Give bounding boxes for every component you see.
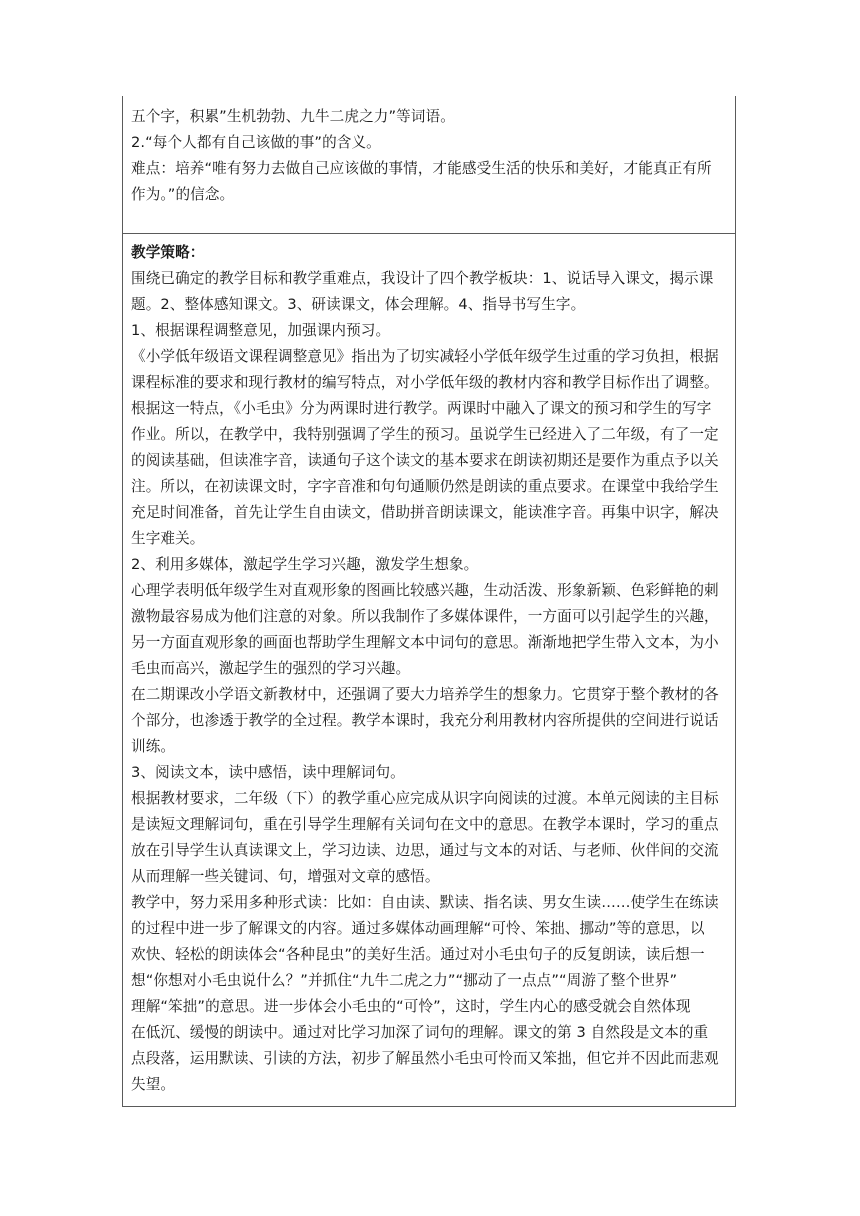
text-line: 在二期课改小学语文新教材中，还强调了要大力培养学生的想象力。它贯穿于整个教材的各: [131, 686, 719, 703]
text-line: 教学中，努力采用多种形式读：比如：自由读、默读、指名读、男女生读……使学生在练读: [131, 894, 719, 911]
text-line: 想“你想对小毛虫说什么？”并抓住“九牛二虎之力”“挪动了一点点”“周游了整个世界”: [131, 972, 678, 989]
text-line: 心理学表明低年级学生对直观形象的图画比较感兴趣，生动活泼、形象新颖、色彩鲜艳的刺: [131, 582, 719, 599]
lesson-plan-table: [122, 96, 736, 1107]
text-line: 题。2、整体感知课文。3、研读课文，体会理解。4、指导书写生字。: [131, 296, 586, 313]
teaching-strategy-cell: [123, 234, 735, 1107]
text-line: 1、根据课程调整意见，加强课内预习。: [131, 322, 391, 339]
text-line: 点段落，运用默读、引读的方法，初步了解虽然小毛虫可怜而又笨拙，但它并不因此而悲观: [131, 1050, 719, 1067]
text-line: 注。所以，在初读课文时，字字音准和句句通顺仍然是朗读的重点要求。在课堂中我给学生: [131, 478, 719, 495]
text-line: 2、利用多媒体，激起学生学习兴趣，激发学生想象。: [131, 556, 479, 573]
text-line: 根据教材要求，二年级（下）的教学重心应完成从识字向阅读的过渡。本单元阅读的主目标: [131, 790, 719, 807]
text-line: 3、阅读文本，读中感悟，读中理解词句。: [131, 764, 405, 781]
text-line: 难点：培养“唯有努力去做自己应该做的事情，才能感受生活的快乐和美好，才能真正有所: [131, 160, 712, 177]
text-line: 生字难关。: [131, 530, 205, 547]
text-line: 的过程中进一步了解课文的内容。通过多媒体动画理解“可怜、笨拙、挪动”等的意思，以: [131, 920, 705, 937]
text-line: 五个字，积累”生机勃勃、九牛二虎之力”等词语。: [131, 108, 455, 125]
text-line: 充足时间准备，首先让学生自由读文，借助拼音朗读课文，能读准字音。再集中识字，解决: [131, 504, 719, 521]
text-line: 是读短文理解词句，重在引导学生理解有关词句在文中的意思。在教学本课时，学习的重点: [131, 816, 719, 833]
text-line: 在低沉、缓慢的朗读中。通过对比学习加深了词句的理解。课文的第 3 自然段是文本的重: [131, 1024, 709, 1041]
text-line: 的阅读基础，但读准字音，读通句子这个读文的基本要求在朗读初期还是要作为重点予以关: [131, 452, 719, 469]
text-line: 根据这一特点，《小毛虫》分为两课时进行教学。两课时中融入了课文的预习和学生的写字: [131, 400, 712, 417]
text-line: 失望。: [131, 1076, 176, 1093]
text-line: 《小学低年级语文课程调整意见》指出为了切实减轻小学低年级学生过重的学习负担，根据: [131, 348, 719, 365]
text-line: 另一方面直观形象的画面也帮助学生理解文本中词句的意思。渐渐地把学生带入文本，为小: [131, 634, 719, 651]
text-line: 激物最容易成为他们注意的对象。所以我制作了多媒体课件，一方面可以引起学生的兴趣，: [131, 608, 719, 625]
text-line: 个部分，也渗透于教学的全过程。教学本课时，我充分利用教材内容所提供的空间进行说话: [131, 712, 719, 729]
text-line: 从而理解一些关键词、句，增强对文章的感悟。: [131, 868, 440, 885]
text-line: 围绕已确定的教学目标和教学重难点，我设计了四个教学板块：1、说话导入课文，揭示课: [131, 270, 714, 287]
text-line: 训练。: [131, 738, 176, 755]
strategy-heading: 教学策略：: [131, 244, 205, 261]
text-line: 作业。所以，在教学中，我特别强调了学生的预习。虽说学生已经进入了二年级，有了一定: [131, 426, 719, 443]
text-line: 放在引导学生认真读课文上，学习边读、边思，通过与文本的对话、与老师、伙伴间的交流: [131, 842, 719, 859]
text-line: 2.“每个人都有自己该做的事”的含义。: [131, 134, 381, 151]
text-line: 课程标准的要求和现行教材的编写特点，对小学低年级的教材内容和教学目标作出了调整。: [131, 374, 719, 391]
text-line: 欢快、轻松的朗读体会“各种昆虫”的美好生活。通过对小毛虫句子的反复朗读，读后想一: [131, 946, 705, 963]
text-line: 理解“笨拙”的意思。进一步体会小毛虫的“可怜”，这时，学生内心的感受就会自然体现: [131, 998, 691, 1015]
text-line: 作为。”的信念。: [131, 186, 235, 203]
difficulty-cell: [123, 96, 735, 234]
text-line: 毛虫而高兴，激起学生的强烈的学习兴趣。: [131, 660, 411, 677]
